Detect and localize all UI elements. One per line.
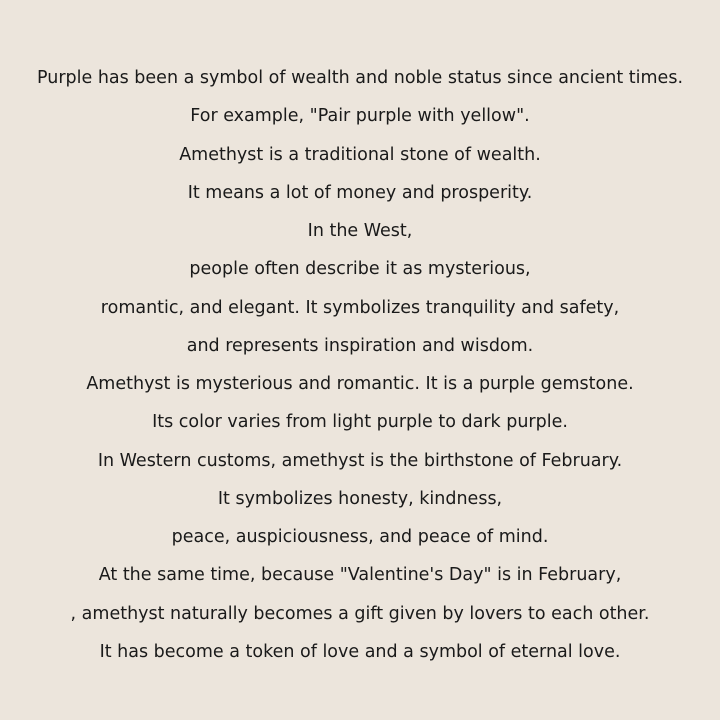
- text-line: It has become a token of love and a symbol of eternal love.: [99, 641, 621, 662]
- text-line: Its color varies from light purple to dark purple.: [152, 412, 568, 433]
- amethyst-description: [0, 59, 720, 671]
- text-line: In Western customs, amethyst is the birthstone of February.: [97, 450, 623, 471]
- text-line: , amethyst naturally becomes a gift given by lovers to each other.: [70, 603, 650, 624]
- text-line: At the same time, because "Valentine's Day" is in February,: [98, 565, 622, 586]
- text-line: peace, auspiciousness, and peace of mind.: [171, 527, 549, 547]
- text-line: Amethyst is mysterious and romantic. It is a purple gemstone.: [86, 374, 634, 394]
- text-line: It means a lot of money and prosperity.: [187, 182, 533, 203]
- text-line: In the West,: [307, 221, 413, 241]
- text-line: people often describe it as mysterious,: [189, 259, 531, 280]
- text-line: Purple has been a symbol of wealth and noble status since ancient times.: [36, 68, 684, 88]
- text-line: For example, "Pair purple with yellow".: [190, 106, 530, 127]
- text-line: romantic, and elegant. It symbolizes tranquility and safety,: [100, 297, 620, 318]
- text-line: and represents inspiration and wisdom.: [186, 335, 534, 356]
- text-line: Amethyst is a traditional stone of wealth.: [179, 144, 541, 165]
- text-line: It symbolizes honesty, kindness,: [217, 488, 503, 509]
